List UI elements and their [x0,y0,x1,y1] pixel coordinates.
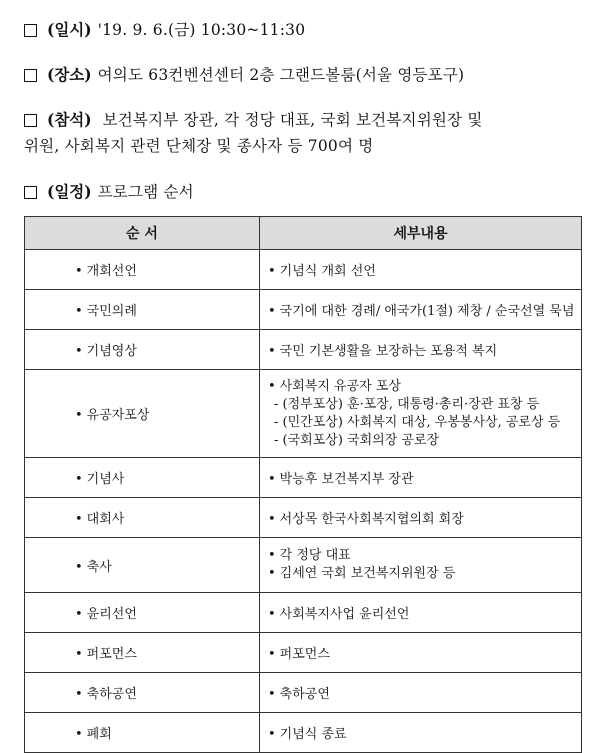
award-sub-item: - (민간포상) 사회복지 대상, 우봉봉사상, 공로상 등 [274,414,561,430]
table-row: • 국민의례 • 국기에 대한 경례/ 애국가(1절) 제창 / 순국선열 묵념 [25,290,582,330]
order-cell: 국민의례 [86,304,137,319]
detail-cell: 김세연 국회 보건복지위원장 등 [279,566,456,581]
order-cell: 축사 [86,559,112,575]
table-row: • 축하공연 • 축하공연 [25,673,582,713]
place-line [22,63,582,87]
table-row: • 기념사 • 박능후 보건복지부 장관 [25,458,582,498]
detail-cell: 사회복지 유공자 포상 [279,378,401,394]
order-cell: 윤리선언 [86,607,137,622]
table-row: • 유공자포상 • 사회복지 유공자 포상 - (정부포상) 훈·포장, 대통령·총리·장관 표창 등 - (민간포상) 사회복지 대상, 우봉봉사상, 공로상 등 - (국회포상) 국회의장 공로장 [25,370,582,458]
order-cell: 축하공연 [86,687,137,702]
attendees-text-2: 위원, 사회복지 관련 단체장 및 종사자 등 700여 명 [24,137,374,155]
award-sub-item: - (국회포상) 국회의장 공로장 [274,432,440,448]
attendees-text-1: 보건복지부 장관, 각 정당 대표, 국회 보건복지위원장 및 [102,111,483,129]
detail-cell: 축하공연 [279,687,330,702]
order-cell: 기념사 [86,472,125,487]
attendees-line [22,108,582,132]
date-line [22,18,582,42]
award-sub-item: - (정부포상) 훈·포장, 대통령·총리·장관 표창 등 [274,396,540,412]
detail-cell: 각 정당 대표 [279,548,351,563]
table-row: • 대회사 • 서상목 한국사회복지협의회 회장 [25,498,582,538]
order-cell: 개회선언 [86,264,137,279]
checkbox-square-icon [24,24,37,37]
table-row: • 개회선언 • 기념식 개회 선언 [25,250,582,290]
checkbox-square-icon [24,69,37,82]
table-row: • 폐회 • 기념식 종료 [25,713,582,753]
order-cell: 기념영상 [86,344,137,359]
detail-cell: 기념식 개회 선언 [279,264,376,279]
detail-cell: 국민 기본생활을 보장하는 포용적 복지 [279,344,498,359]
date-label: (일시) [47,20,92,39]
checkbox-square-icon [24,114,37,127]
table-header-row [25,217,582,250]
table-row: • 축사 • 각 정당 대표 • 김세연 국회 보건복지위원장 등 [25,538,582,593]
table-row: • 퍼포먼스 • 퍼포먼스 [25,633,582,673]
order-cell: 폐회 [86,727,112,742]
order-header: 순 서 [25,217,260,250]
table-row: • 윤리선언 • 사회복지사업 윤리선언 [25,593,582,633]
date-text: '19. 9. 6.(금) 10:30~11:30 [97,21,306,39]
attendees-line-2 [24,134,582,158]
schedule-line [22,180,582,204]
program-table [24,216,582,753]
detail-cell: 기념식 종료 [279,727,347,742]
detail-cell: 서상목 한국사회복지협의회 회장 [279,512,464,527]
detail-cell: 사회복지사업 윤리선언 [279,607,410,622]
detail-header: 세부내용 [260,217,582,250]
order-cell: 유공자포상 [86,408,150,423]
place-label: (장소) [47,65,92,84]
order-cell: 퍼포먼스 [86,647,137,662]
place-text: 여의도 63컨벤션센터 2층 그랜드볼룸(서울 영등포구) [97,66,465,84]
table-row: • 기념영상 • 국민 기본생활을 보장하는 포용적 복지 [25,330,582,370]
attendees-label: (참석) [47,110,92,129]
detail-cell: 박능후 보건복지부 장관 [279,472,414,487]
order-cell: 대회사 [86,512,125,527]
checkbox-square-icon [24,186,37,199]
schedule-label: (일정) [47,182,92,201]
detail-cell: 국기에 대한 경례/ 애국가(1절) 제창 / 순국선열 묵념 [279,304,575,319]
schedule-text: 프로그램 순서 [97,183,194,201]
detail-cell: 퍼포먼스 [279,647,330,662]
